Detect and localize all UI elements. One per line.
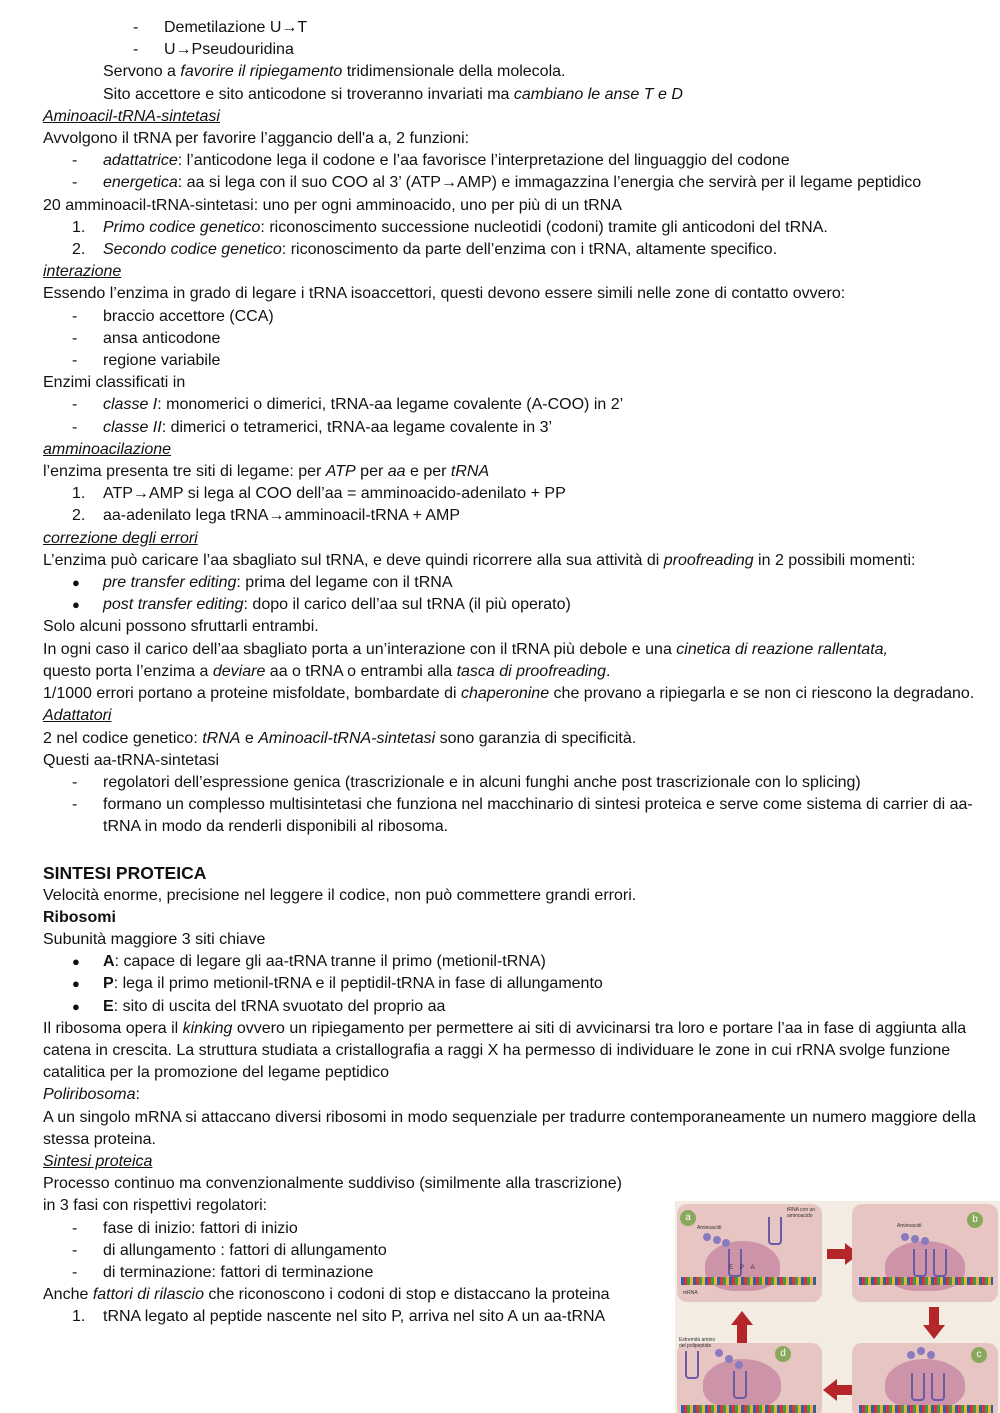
document-page xyxy=(43,17,988,1329)
paragraph: Essendo l’enzima in grado di legare i tRNA isoaccettori, questi devono essere simili nelle zone di contatto ovvero: xyxy=(43,285,846,303)
mrna-strand xyxy=(859,1277,993,1285)
arrow-right xyxy=(827,1249,847,1259)
trna-icon xyxy=(733,1371,747,1399)
paragraph: 20 amminoacil-tRNA-sintetasi: uno per ogni amminoacido, uno per più di un tRNA xyxy=(43,196,622,214)
paragraph: questo porta l’enzima a deviare aa o tRNA o entrambi alla tasca di proofreading. xyxy=(43,662,611,680)
list-item: - fase di inizio: fattori di inizio xyxy=(72,1219,298,1237)
ribosome xyxy=(885,1359,965,1409)
label-aminoacidi: Aminoacidi xyxy=(897,1223,922,1229)
subheading: Ribosomi xyxy=(43,908,116,926)
list-item: 1. tRNA legato al peptide nascente nel sito P, arriva nel sito A un aa-tRNA xyxy=(72,1308,606,1326)
list-item: ● P: lega il primo metionil-tRNA e il peptidil-tRNA in fase di allungamento xyxy=(72,975,603,993)
badge-c: c xyxy=(971,1347,987,1363)
paragraph: 2 nel codice genetico: tRNA e Aminoacil-tRNA-sintetasi sono garanzia di specificità. xyxy=(43,729,637,747)
list-item: 2. Secondo codice genetico: riconoscimento da parte dell’enzima con i tRNA, altamente specifico. xyxy=(72,241,778,259)
paragraph: Processo continuo ma convenzionalmente suddiviso (similmente alla trascrizione) xyxy=(43,1175,622,1193)
list-item: 1. ATP→AMP si lega al COO dell’aa = amminoacido-adenilato + PP xyxy=(72,485,566,503)
list-item: ● pre transfer editing: prima del legame con il tRNA xyxy=(72,574,453,592)
amino-acid-icon xyxy=(715,1349,723,1357)
paragraph: Questi aa-tRNA-sintetasi xyxy=(43,751,220,769)
section-heading: interazione xyxy=(43,263,122,281)
list-item: - di allungamento : fattori di allungamento xyxy=(72,1241,387,1259)
section-heading: Adattatori xyxy=(43,707,112,725)
section-heading: Aminoacil-tRNA-sintetasi xyxy=(43,107,220,125)
list-item: - classe I: monomerici o dimerici, tRNA-aa legame covalente (A-COO) in 2’ xyxy=(72,396,624,414)
list-item: - energetica: aa si lega con il suo COO al 3’ (ATP→AMP) e immagazzina l’energia che servirà per il legame peptidico xyxy=(72,174,922,192)
amino-acid-icon xyxy=(911,1235,919,1243)
amino-acid-icon xyxy=(722,1239,730,1247)
trna-icon xyxy=(931,1373,945,1401)
arrow-up xyxy=(737,1323,747,1343)
paragraph: Avvolgono il tRNA per favorire l’aggancio dell'a a, 2 funzioni: xyxy=(43,130,470,148)
list-item: - classe II: dimerici o tetramerici, tRNA-aa legame covalente in 3’ xyxy=(72,418,553,436)
paragraph: Velocità enorme, precisione nel leggere il codice, non può commettere grandi errori. xyxy=(43,886,637,904)
list-item: - adattatrice: l’anticodone lega il codone e l’aa favorisce l’interpretazione del linguaggio del codone xyxy=(72,152,790,170)
trna-icon xyxy=(728,1249,742,1277)
trna-icon xyxy=(685,1351,699,1379)
list-item: - regione variabile xyxy=(72,352,221,370)
section-heading: correzione degli errori xyxy=(43,529,198,547)
trna-icon xyxy=(913,1249,927,1277)
list-item: - di terminazione: fattori di terminazione xyxy=(72,1263,374,1281)
mrna-strand xyxy=(681,1277,816,1285)
amino-acid-icon xyxy=(907,1351,915,1359)
main-heading: SINTESI PROTEICA xyxy=(43,862,207,883)
mrna-strand xyxy=(859,1405,993,1413)
paragraph: Subunità maggiore 3 siti chiave xyxy=(43,930,266,948)
ribosome-sites: EPA xyxy=(729,1265,762,1271)
list-item: 1. Primo codice genetico: riconoscimento successione nucleotidi (codoni) tramite gli anticodoni del tRNA. xyxy=(72,218,828,236)
badge-d: d xyxy=(775,1346,791,1362)
amino-acid-icon xyxy=(901,1233,909,1241)
amino-acid-icon xyxy=(725,1355,733,1363)
arrow-head-icon xyxy=(731,1311,753,1325)
amino-acid-icon xyxy=(927,1351,935,1359)
paragraph: Anche fattori di rilascio che riconoscono i codoni di stop e distaccano la proteina xyxy=(43,1286,610,1304)
label-aminoacidi: Aminoacidi xyxy=(697,1225,722,1231)
amino-acid-icon xyxy=(917,1347,925,1355)
subheading: Poliribosoma: xyxy=(43,1086,140,1104)
paragraph: Il ribosoma opera il kinking ovvero un ripiegamento per permettere ai siti di avvicinarsi tra loro e portare l’aa in fase di aggiunta alla catena in crescita. La struttura studiata a cristallografia a raggi X ha permesso di individuare le zone in cui rRNA svolge funzione catalitica per la promozione del legame peptidico xyxy=(43,1019,967,1082)
amino-acid-icon xyxy=(703,1233,711,1241)
paragraph: l’enzima presenta tre siti di legame: per ATP per aa e per tRNA xyxy=(43,463,490,481)
arrow-head-icon xyxy=(823,1379,837,1401)
trna-icon xyxy=(933,1249,947,1277)
label-estremita: Estremità amino del polipeptide xyxy=(679,1337,716,1349)
list-item: ● A: capace di legare gli aa-tRNA tranne il primo (metionil-tRNA) xyxy=(72,953,546,971)
list-item: ● E: sito di uscita del tRNA svuotato del proprio aa xyxy=(72,997,446,1015)
badge-b: b xyxy=(967,1212,983,1228)
paragraph: Solo alcuni possono sfruttarli entrambi. xyxy=(43,618,319,636)
list-item: - braccio accettore (CCA) xyxy=(72,307,274,325)
badge-a: a xyxy=(680,1210,696,1226)
paragraph: A un singolo mRNA si attaccano diversi ribosomi in modo sequenziale per tradurre contemporaneamente un numero maggiore della stessa proteina. xyxy=(43,1108,976,1148)
arrow-head-icon xyxy=(923,1325,945,1339)
paragraph: 1/1000 errori portano a proteine misfoldate, bombardate di chaperonine che provano a ripiegarla e se non ci riescono la degradano. xyxy=(43,685,975,703)
translation-cycle-figure xyxy=(675,1201,1000,1413)
list-item: ● post transfer editing: dopo il carico dell’aa sul tRNA (il più operato) xyxy=(72,596,571,614)
paragraph: Sito accettore e sito anticodone si troveranno invariati ma cambiano le anse T e D xyxy=(103,85,683,103)
arrow-down xyxy=(929,1307,939,1327)
label-trna-aa: tRNA con un aminoacido xyxy=(787,1207,816,1219)
paragraph: Servono a favorire il ripiegamento tridimensionale della molecola. xyxy=(103,63,566,81)
amino-acid-icon xyxy=(735,1361,743,1369)
mrna-strand xyxy=(681,1405,816,1413)
amino-acid-icon xyxy=(921,1237,929,1245)
label-mrna: mRNA xyxy=(683,1290,698,1296)
list-item: - U→Pseudouridina xyxy=(133,41,294,59)
list-item: - Demetilazione U→T xyxy=(133,19,308,36)
paragraph: In ogni caso il carico dell’aa sbagliato porta a un’interazione con il tRNA più debole e una cinetica di reazione rallentata, xyxy=(43,640,888,658)
section-heading: amminoacilazione xyxy=(43,440,172,458)
paragraph: L’enzima può caricare l’aa sbagliato sul tRNA, e deve quindi ricorrere alla sua attività di proofreading in 2 possibili momenti: xyxy=(43,551,916,569)
trna-icon xyxy=(768,1217,782,1245)
trna-icon xyxy=(911,1373,925,1401)
amino-acid-icon xyxy=(713,1236,721,1244)
paragraph: in 3 fasi con rispettivi regolatori: xyxy=(43,1197,268,1215)
paragraph: Enzimi classificati in xyxy=(43,374,186,392)
list-item: - ansa anticodone xyxy=(72,329,221,347)
list-item: - regolatori dell’espressione genica (trascrizionale e in alcuni funghi anche post trascrizionale con lo splicing) xyxy=(72,773,861,791)
list-item: 2. aa-adenilato lega tRNA→amminoacil-tRNA + AMP xyxy=(72,507,461,525)
section-heading: Sintesi proteica xyxy=(43,1152,153,1170)
list-item: - formano un complesso multisintetasi che funziona nel macchinario di sintesi proteica e serve come sistema di carrier di aa-tRNA in modo da renderli disponibili al ribosoma. xyxy=(72,796,973,836)
